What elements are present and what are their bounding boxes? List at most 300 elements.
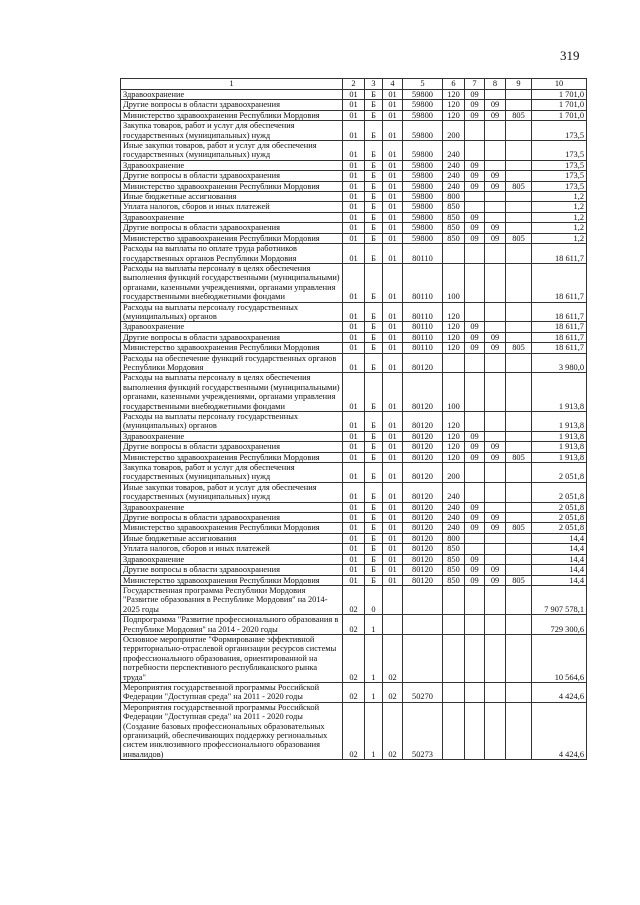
code-section: 09 bbox=[465, 431, 485, 441]
row-amount: 1 913,8 bbox=[532, 412, 587, 432]
row-name: Здравоохранение bbox=[121, 322, 343, 332]
code-expense-type: 120 bbox=[443, 302, 465, 322]
table-row bbox=[121, 160, 587, 170]
code-section bbox=[465, 412, 485, 432]
code-ministry bbox=[506, 565, 532, 575]
code-ministry bbox=[506, 431, 532, 441]
code-subprogram: Б bbox=[365, 332, 383, 342]
code-subprogram: Б bbox=[365, 482, 383, 502]
code-event: 02 bbox=[383, 634, 403, 682]
code-expense-type: 120 bbox=[443, 110, 465, 120]
row-amount: 4 424,6 bbox=[532, 702, 587, 759]
code-section: 09 bbox=[465, 212, 485, 222]
code-subsection bbox=[485, 482, 506, 502]
code-program: 01 bbox=[343, 502, 365, 512]
code-subprogram: 1 bbox=[365, 682, 383, 702]
code-subprogram: 1 bbox=[365, 702, 383, 759]
code-subprogram: Б bbox=[365, 160, 383, 170]
code-expense-type: 120 bbox=[443, 452, 465, 462]
code-subprogram: Б bbox=[365, 554, 383, 564]
code-event: 01 bbox=[383, 442, 403, 452]
code-event: 01 bbox=[383, 110, 403, 120]
code-direction: 80120 bbox=[403, 554, 443, 564]
row-amount: 1 701,0 bbox=[532, 100, 587, 110]
code-direction: 80120 bbox=[403, 482, 443, 502]
code-section bbox=[465, 202, 485, 212]
code-expense-type: 850 bbox=[443, 233, 465, 243]
code-section bbox=[465, 544, 485, 554]
code-section: 09 bbox=[465, 502, 485, 512]
table-row bbox=[121, 202, 587, 212]
code-section bbox=[465, 634, 485, 682]
code-event: 01 bbox=[383, 171, 403, 181]
code-ministry bbox=[506, 702, 532, 759]
row-amount: 1 913,8 bbox=[532, 442, 587, 452]
code-event: 01 bbox=[383, 513, 403, 523]
code-event: 01 bbox=[383, 575, 403, 585]
code-expense-type: 850 bbox=[443, 554, 465, 564]
table-row bbox=[121, 615, 587, 635]
code-event: 01 bbox=[383, 332, 403, 342]
row-amount: 173,5 bbox=[532, 141, 587, 161]
row-amount: 10 564,6 bbox=[532, 634, 587, 682]
code-program: 01 bbox=[343, 160, 365, 170]
code-direction: 80110 bbox=[403, 322, 443, 332]
code-expense-type: 120 bbox=[443, 343, 465, 353]
code-expense-type: 200 bbox=[443, 121, 465, 141]
row-amount: 1 701,0 bbox=[532, 90, 587, 100]
code-direction: 59800 bbox=[403, 141, 443, 161]
code-expense-type: 240 bbox=[443, 513, 465, 523]
code-subprogram: Б bbox=[365, 141, 383, 161]
row-name: Министерство здравоохранения Республики Мордовия bbox=[121, 181, 343, 191]
code-ministry bbox=[506, 263, 532, 302]
table-row bbox=[121, 412, 587, 432]
code-event: 01 bbox=[383, 554, 403, 564]
code-expense-type: 240 bbox=[443, 181, 465, 191]
row-name: Закупка товаров, работ и услуг для обеспечения государственных (муниципальных) нужд bbox=[121, 121, 343, 141]
code-direction: 80120 bbox=[403, 502, 443, 512]
code-expense-type: 800 bbox=[443, 192, 465, 202]
row-amount: 173,5 bbox=[532, 181, 587, 191]
code-section: 09 bbox=[465, 343, 485, 353]
row-amount: 2 051,8 bbox=[532, 482, 587, 502]
column-header: 3 bbox=[365, 79, 383, 90]
table-row bbox=[121, 100, 587, 110]
row-name: Мероприятия государственной программы Российской Федерации "Доступная среда" на 2011 - 2020 годы (Создание базовых профессиональных образовательных организаций, обеспечивающих поддержку региональных систем инклюзивного профессионального образования инвалидов) bbox=[121, 702, 343, 759]
code-subsection bbox=[485, 192, 506, 202]
code-section bbox=[465, 482, 485, 502]
table-row bbox=[121, 332, 587, 342]
column-header: 6 bbox=[443, 79, 465, 90]
code-subprogram: Б bbox=[365, 442, 383, 452]
code-direction: 80120 bbox=[403, 575, 443, 585]
code-program: 01 bbox=[343, 110, 365, 120]
code-ministry bbox=[506, 90, 532, 100]
row-name: Другие вопросы в области здравоохранения bbox=[121, 171, 343, 181]
code-subprogram: Б bbox=[365, 202, 383, 212]
code-event: 01 bbox=[383, 202, 403, 212]
table-row bbox=[121, 233, 587, 243]
table-row bbox=[121, 463, 587, 483]
code-event bbox=[383, 615, 403, 635]
code-ministry bbox=[506, 373, 532, 412]
table-row bbox=[121, 554, 587, 564]
code-subprogram: Б bbox=[365, 575, 383, 585]
code-program: 01 bbox=[343, 575, 365, 585]
code-section bbox=[465, 533, 485, 543]
code-expense-type bbox=[443, 585, 465, 614]
code-section bbox=[465, 192, 485, 202]
code-event: 01 bbox=[383, 181, 403, 191]
table-row bbox=[121, 482, 587, 502]
code-event: 01 bbox=[383, 452, 403, 462]
code-direction: 59800 bbox=[403, 160, 443, 170]
column-header: 8 bbox=[485, 79, 506, 90]
row-name: Министерство здравоохранения Республики Мордовия bbox=[121, 233, 343, 243]
code-direction: 59800 bbox=[403, 110, 443, 120]
column-header: 2 bbox=[343, 79, 365, 90]
code-expense-type bbox=[443, 702, 465, 759]
row-name: Другие вопросы в области здравоохранения bbox=[121, 442, 343, 452]
code-direction: 80120 bbox=[403, 442, 443, 452]
row-name: Здравоохранение bbox=[121, 90, 343, 100]
table-row bbox=[121, 322, 587, 332]
code-ministry bbox=[506, 513, 532, 523]
code-section: 09 bbox=[465, 513, 485, 523]
code-subsection bbox=[485, 544, 506, 554]
code-program: 01 bbox=[343, 533, 365, 543]
code-direction: 59800 bbox=[403, 100, 443, 110]
code-event: 01 bbox=[383, 373, 403, 412]
row-name: Иные бюджетные ассигнования bbox=[121, 192, 343, 202]
table-row bbox=[121, 181, 587, 191]
code-direction bbox=[403, 634, 443, 682]
table-row bbox=[121, 141, 587, 161]
code-subsection bbox=[485, 682, 506, 702]
code-expense-type: 850 bbox=[443, 202, 465, 212]
code-ministry bbox=[506, 554, 532, 564]
code-program: 01 bbox=[343, 523, 365, 533]
code-subsection: 09 bbox=[485, 513, 506, 523]
code-subprogram: Б bbox=[365, 110, 383, 120]
table-row bbox=[121, 634, 587, 682]
table-row bbox=[121, 110, 587, 120]
code-section: 09 bbox=[465, 110, 485, 120]
table-row bbox=[121, 585, 587, 614]
code-expense-type: 120 bbox=[443, 322, 465, 332]
code-program: 01 bbox=[343, 223, 365, 233]
code-ministry bbox=[506, 482, 532, 502]
code-section: 09 bbox=[465, 523, 485, 533]
code-subsection bbox=[485, 634, 506, 682]
code-ministry bbox=[506, 502, 532, 512]
code-program: 01 bbox=[343, 565, 365, 575]
code-section bbox=[465, 141, 485, 161]
code-program: 01 bbox=[343, 412, 365, 432]
row-amount: 14,4 bbox=[532, 554, 587, 564]
code-expense-type bbox=[443, 682, 465, 702]
table-row bbox=[121, 302, 587, 322]
code-section bbox=[465, 615, 485, 635]
code-program: 01 bbox=[343, 322, 365, 332]
code-section: 09 bbox=[465, 90, 485, 100]
code-program: 01 bbox=[343, 233, 365, 243]
code-program: 01 bbox=[343, 482, 365, 502]
table-row bbox=[121, 575, 587, 585]
code-direction: 80120 bbox=[403, 373, 443, 412]
code-subsection bbox=[485, 322, 506, 332]
code-subprogram: Б bbox=[365, 513, 383, 523]
code-event: 01 bbox=[383, 100, 403, 110]
code-section bbox=[465, 353, 485, 373]
code-program: 01 bbox=[343, 463, 365, 483]
row-name: Другие вопросы в области здравоохранения bbox=[121, 223, 343, 233]
code-subsection: 09 bbox=[485, 171, 506, 181]
row-amount: 1,2 bbox=[532, 233, 587, 243]
code-program: 01 bbox=[343, 544, 365, 554]
row-amount: 14,4 bbox=[532, 575, 587, 585]
code-subprogram: Б bbox=[365, 533, 383, 543]
code-subprogram: Б bbox=[365, 343, 383, 353]
row-amount: 2 051,8 bbox=[532, 502, 587, 512]
code-direction: 80120 bbox=[403, 544, 443, 554]
code-event: 01 bbox=[383, 322, 403, 332]
row-name: Расходы на выплаты персоналу государственных (муниципальных) органов bbox=[121, 412, 343, 432]
code-subsection bbox=[485, 502, 506, 512]
row-name: Другие вопросы в области здравоохранения bbox=[121, 513, 343, 523]
row-amount: 14,4 bbox=[532, 544, 587, 554]
code-direction: 80120 bbox=[403, 523, 443, 533]
code-program: 01 bbox=[343, 373, 365, 412]
table-row bbox=[121, 702, 587, 759]
row-name: Здравоохранение bbox=[121, 502, 343, 512]
code-direction: 80110 bbox=[403, 263, 443, 302]
code-ministry: 805 bbox=[506, 575, 532, 585]
code-section: 09 bbox=[465, 181, 485, 191]
row-name: Здравоохранение bbox=[121, 431, 343, 441]
code-ministry bbox=[506, 302, 532, 322]
table-row bbox=[121, 533, 587, 543]
code-program: 02 bbox=[343, 585, 365, 614]
code-subsection bbox=[485, 212, 506, 222]
row-amount: 1,2 bbox=[532, 192, 587, 202]
code-direction: 80120 bbox=[403, 565, 443, 575]
code-ministry bbox=[506, 223, 532, 233]
row-amount: 1 913,8 bbox=[532, 452, 587, 462]
code-ministry bbox=[506, 192, 532, 202]
row-name: Расходы на выплаты персоналу государственных (муниципальных) органов bbox=[121, 302, 343, 322]
table-row bbox=[121, 263, 587, 302]
row-amount: 14,4 bbox=[532, 533, 587, 543]
table-row bbox=[121, 373, 587, 412]
code-subprogram: Б bbox=[365, 192, 383, 202]
code-subprogram: Б bbox=[365, 452, 383, 462]
code-expense-type: 240 bbox=[443, 523, 465, 533]
code-direction: 80120 bbox=[403, 431, 443, 441]
code-direction: 59800 bbox=[403, 171, 443, 181]
code-section: 09 bbox=[465, 233, 485, 243]
row-amount: 173,5 bbox=[532, 121, 587, 141]
row-name: Другие вопросы в области здравоохранения bbox=[121, 565, 343, 575]
code-section: 09 bbox=[465, 452, 485, 462]
row-amount: 1 913,8 bbox=[532, 373, 587, 412]
code-subprogram: Б bbox=[365, 431, 383, 441]
row-name: Другие вопросы в области здравоохранения bbox=[121, 332, 343, 342]
code-expense-type: 240 bbox=[443, 141, 465, 161]
row-name: Иные закупки товаров, работ и услуг для обеспечения государственных (муниципальных) нужд bbox=[121, 141, 343, 161]
code-section: 09 bbox=[465, 322, 485, 332]
code-ministry bbox=[506, 353, 532, 373]
code-expense-type: 120 bbox=[443, 412, 465, 432]
table-row bbox=[121, 90, 587, 100]
code-expense-type: 850 bbox=[443, 565, 465, 575]
code-program: 02 bbox=[343, 682, 365, 702]
row-name: Иные бюджетные ассигнования bbox=[121, 533, 343, 543]
code-expense-type: 850 bbox=[443, 544, 465, 554]
code-expense-type: 800 bbox=[443, 533, 465, 543]
code-subsection bbox=[485, 412, 506, 432]
row-name: Государственная программа Республики Мордовия "Развитие образования в Республике Мордовия" на 2014-2025 годы bbox=[121, 585, 343, 614]
code-ministry: 805 bbox=[506, 523, 532, 533]
row-name: Министерство здравоохранения Республики Мордовия bbox=[121, 110, 343, 120]
row-amount: 1,2 bbox=[532, 212, 587, 222]
code-ministry bbox=[506, 244, 532, 264]
code-direction: 59800 bbox=[403, 233, 443, 243]
table-row bbox=[121, 502, 587, 512]
code-event: 01 bbox=[383, 523, 403, 533]
code-direction: 80110 bbox=[403, 343, 443, 353]
code-subsection bbox=[485, 702, 506, 759]
row-name: Подпрограмма "Развитие профессионального образования в Республике Мордовия" на 2014 - 2020 годы bbox=[121, 615, 343, 635]
code-subsection bbox=[485, 121, 506, 141]
code-program: 02 bbox=[343, 615, 365, 635]
code-direction: 50273 bbox=[403, 702, 443, 759]
code-direction: 80110 bbox=[403, 244, 443, 264]
code-section bbox=[465, 302, 485, 322]
code-ministry bbox=[506, 544, 532, 554]
code-subprogram: Б bbox=[365, 223, 383, 233]
table-row bbox=[121, 244, 587, 264]
code-subsection: 09 bbox=[485, 110, 506, 120]
code-event: 01 bbox=[383, 90, 403, 100]
row-amount: 1 701,0 bbox=[532, 110, 587, 120]
code-expense-type: 850 bbox=[443, 223, 465, 233]
code-section: 09 bbox=[465, 171, 485, 181]
code-section bbox=[465, 463, 485, 483]
column-header: 1 bbox=[121, 79, 343, 90]
code-subprogram: Б bbox=[365, 171, 383, 181]
row-amount: 7 907 578,1 bbox=[532, 585, 587, 614]
code-subsection bbox=[485, 244, 506, 264]
code-expense-type: 240 bbox=[443, 482, 465, 502]
row-name: Министерство здравоохранения Республики Мордовия bbox=[121, 452, 343, 462]
code-direction: 80120 bbox=[403, 513, 443, 523]
code-expense-type: 120 bbox=[443, 100, 465, 110]
code-event: 01 bbox=[383, 533, 403, 543]
code-direction: 80120 bbox=[403, 533, 443, 543]
code-program: 01 bbox=[343, 353, 365, 373]
code-direction: 80120 bbox=[403, 353, 443, 373]
code-section: 09 bbox=[465, 565, 485, 575]
row-amount: 18 611,7 bbox=[532, 244, 587, 264]
code-ministry bbox=[506, 634, 532, 682]
row-amount: 4 424,6 bbox=[532, 682, 587, 702]
code-event: 01 bbox=[383, 244, 403, 264]
code-subprogram: Б bbox=[365, 412, 383, 432]
code-program: 01 bbox=[343, 90, 365, 100]
code-expense-type: 100 bbox=[443, 373, 465, 412]
code-program: 01 bbox=[343, 452, 365, 462]
code-subsection bbox=[485, 141, 506, 161]
row-amount: 18 611,7 bbox=[532, 322, 587, 332]
row-name: Иные закупки товаров, работ и услуг для обеспечения государственных (муниципальных) нужд bbox=[121, 482, 343, 502]
code-ministry bbox=[506, 141, 532, 161]
table-row bbox=[121, 513, 587, 523]
row-amount: 2 051,8 bbox=[532, 463, 587, 483]
code-subprogram: Б bbox=[365, 181, 383, 191]
code-program: 01 bbox=[343, 202, 365, 212]
code-subsection bbox=[485, 615, 506, 635]
table-row bbox=[121, 192, 587, 202]
code-direction: 59800 bbox=[403, 212, 443, 222]
code-subprogram: Б bbox=[365, 302, 383, 322]
table-row bbox=[121, 544, 587, 554]
code-expense-type: 240 bbox=[443, 160, 465, 170]
column-header: 4 bbox=[383, 79, 403, 90]
code-direction: 59800 bbox=[403, 181, 443, 191]
row-name: Расходы на выплаты персоналу в целях обеспечения выполнения функций государственными (муниципальными) органами, казенными учреждениями, органами управления государственными внебюджетными фондами bbox=[121, 373, 343, 412]
code-expense-type bbox=[443, 634, 465, 682]
code-section bbox=[465, 373, 485, 412]
code-event: 01 bbox=[383, 192, 403, 202]
code-program: 01 bbox=[343, 100, 365, 110]
code-expense-type bbox=[443, 615, 465, 635]
code-event: 01 bbox=[383, 233, 403, 243]
code-expense-type: 850 bbox=[443, 575, 465, 585]
code-program: 01 bbox=[343, 513, 365, 523]
row-amount: 18 611,7 bbox=[532, 263, 587, 302]
code-subsection: 09 bbox=[485, 442, 506, 452]
code-program: 01 bbox=[343, 263, 365, 302]
code-ministry bbox=[506, 585, 532, 614]
code-ministry bbox=[506, 442, 532, 452]
table-row bbox=[121, 682, 587, 702]
code-subsection bbox=[485, 554, 506, 564]
code-expense-type: 120 bbox=[443, 332, 465, 342]
row-amount: 3 980,0 bbox=[532, 353, 587, 373]
code-program: 01 bbox=[343, 442, 365, 452]
code-direction: 59800 bbox=[403, 90, 443, 100]
code-section: 09 bbox=[465, 160, 485, 170]
code-subsection bbox=[485, 302, 506, 322]
column-header: 7 bbox=[465, 79, 485, 90]
code-program: 01 bbox=[343, 212, 365, 222]
code-expense-type: 100 bbox=[443, 263, 465, 302]
code-event: 01 bbox=[383, 431, 403, 441]
code-section bbox=[465, 121, 485, 141]
code-subprogram: Б bbox=[365, 244, 383, 264]
code-event: 01 bbox=[383, 544, 403, 554]
code-ministry: 805 bbox=[506, 452, 532, 462]
code-event: 01 bbox=[383, 482, 403, 502]
code-direction: 59800 bbox=[403, 202, 443, 212]
row-name: Расходы на обеспечение функций государственных органов Республики Мордовия bbox=[121, 353, 343, 373]
code-subprogram: 0 bbox=[365, 585, 383, 614]
table-row bbox=[121, 343, 587, 353]
code-ministry bbox=[506, 121, 532, 141]
code-subsection: 09 bbox=[485, 523, 506, 533]
